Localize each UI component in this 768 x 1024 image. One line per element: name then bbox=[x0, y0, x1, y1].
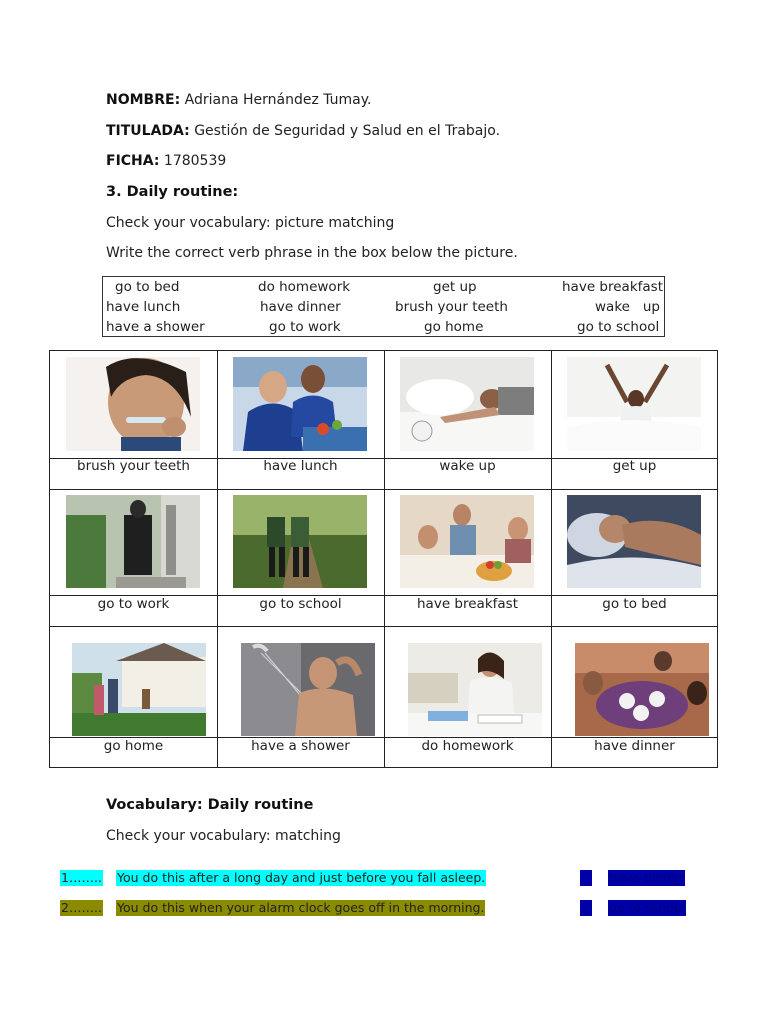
picture-label: go to bed bbox=[602, 596, 667, 612]
vocab-title: Vocabulary: Daily routine bbox=[106, 797, 314, 813]
section-instruction: Write the correct verb phrase in the box below the picture. bbox=[106, 245, 518, 261]
titulada-label: TITULADA: bbox=[106, 123, 190, 139]
picture-label: wake up bbox=[439, 458, 496, 474]
verb-phrase: have breakfast bbox=[562, 279, 663, 295]
photo-go-to-bed bbox=[567, 495, 701, 588]
picture-label: have dinner bbox=[594, 738, 675, 754]
nombre-label: NOMBRE: bbox=[106, 92, 181, 108]
photo-have-breakfast bbox=[400, 495, 534, 588]
item-clue: You do this after a long day and just before you fall asleep. bbox=[117, 870, 486, 885]
photo-have-lunch bbox=[233, 357, 367, 451]
photo-have-dinner bbox=[575, 643, 709, 736]
photo-have-a-shower bbox=[241, 643, 375, 736]
item-number: 1…….. bbox=[61, 870, 102, 885]
titulada-line bbox=[106, 123, 500, 139]
verb-phrase: have dinner bbox=[260, 299, 341, 315]
picture-label: go to work bbox=[97, 596, 170, 612]
picture-label: go home bbox=[103, 738, 164, 754]
picture-label: have lunch bbox=[263, 458, 338, 474]
picture-label: have a shower bbox=[251, 738, 350, 754]
nombre-value: Adriana Hernández Tumay. bbox=[184, 92, 372, 108]
ficha-label: FICHA: bbox=[106, 153, 160, 169]
nombre-line bbox=[106, 92, 372, 108]
verb-phrase-box bbox=[102, 276, 665, 337]
picture-table bbox=[49, 350, 718, 768]
photo-do-homework bbox=[408, 643, 542, 736]
answer-box bbox=[580, 870, 592, 886]
photo-go-to-school bbox=[233, 495, 367, 588]
titulada-value: Gestión de Seguridad y Salud en el Trabajo. bbox=[194, 123, 501, 139]
picture-label: go to school bbox=[259, 596, 342, 612]
picture-label: have breakfast bbox=[417, 596, 518, 612]
verb-phrase: go to school bbox=[577, 319, 660, 335]
photo-go-home bbox=[72, 643, 206, 736]
picture-label: do homework bbox=[421, 738, 514, 754]
photo-get-up bbox=[567, 357, 701, 451]
photo-brush-teeth bbox=[66, 357, 200, 451]
picture-label: brush your teeth bbox=[77, 458, 190, 474]
verb-phrase: get up bbox=[433, 279, 477, 295]
picture-label: get up bbox=[612, 458, 657, 474]
verb-phrase: go to work bbox=[269, 319, 341, 335]
verb-phrase: brush your teeth bbox=[395, 299, 508, 315]
verb-phrase: go home bbox=[424, 319, 484, 335]
verb-phrase: have a shower bbox=[106, 319, 205, 335]
ficha-value: 1780539 bbox=[163, 153, 227, 169]
verb-phrase: wake up bbox=[595, 299, 660, 315]
item-number: 2…….. bbox=[61, 900, 102, 915]
photo-go-to-work bbox=[66, 495, 200, 588]
verb-phrase: do homework bbox=[258, 279, 351, 295]
section-subtitle: Check your vocabulary: picture matching bbox=[106, 215, 395, 231]
verb-phrase: have lunch bbox=[106, 299, 181, 315]
photo-wake-up bbox=[400, 357, 534, 451]
answer-box bbox=[580, 900, 592, 916]
answer-option: go to school bbox=[609, 900, 686, 915]
verb-phrase: go to bed bbox=[115, 279, 180, 295]
ficha-line bbox=[106, 153, 226, 169]
section-title: 3. Daily routine: bbox=[106, 184, 239, 200]
vocab-subtitle: Check your vocabulary: matching bbox=[106, 828, 341, 844]
item-clue: You do this when your alarm clock goes off in the morning. bbox=[117, 900, 485, 915]
answer-option: have dinner bbox=[609, 870, 684, 885]
